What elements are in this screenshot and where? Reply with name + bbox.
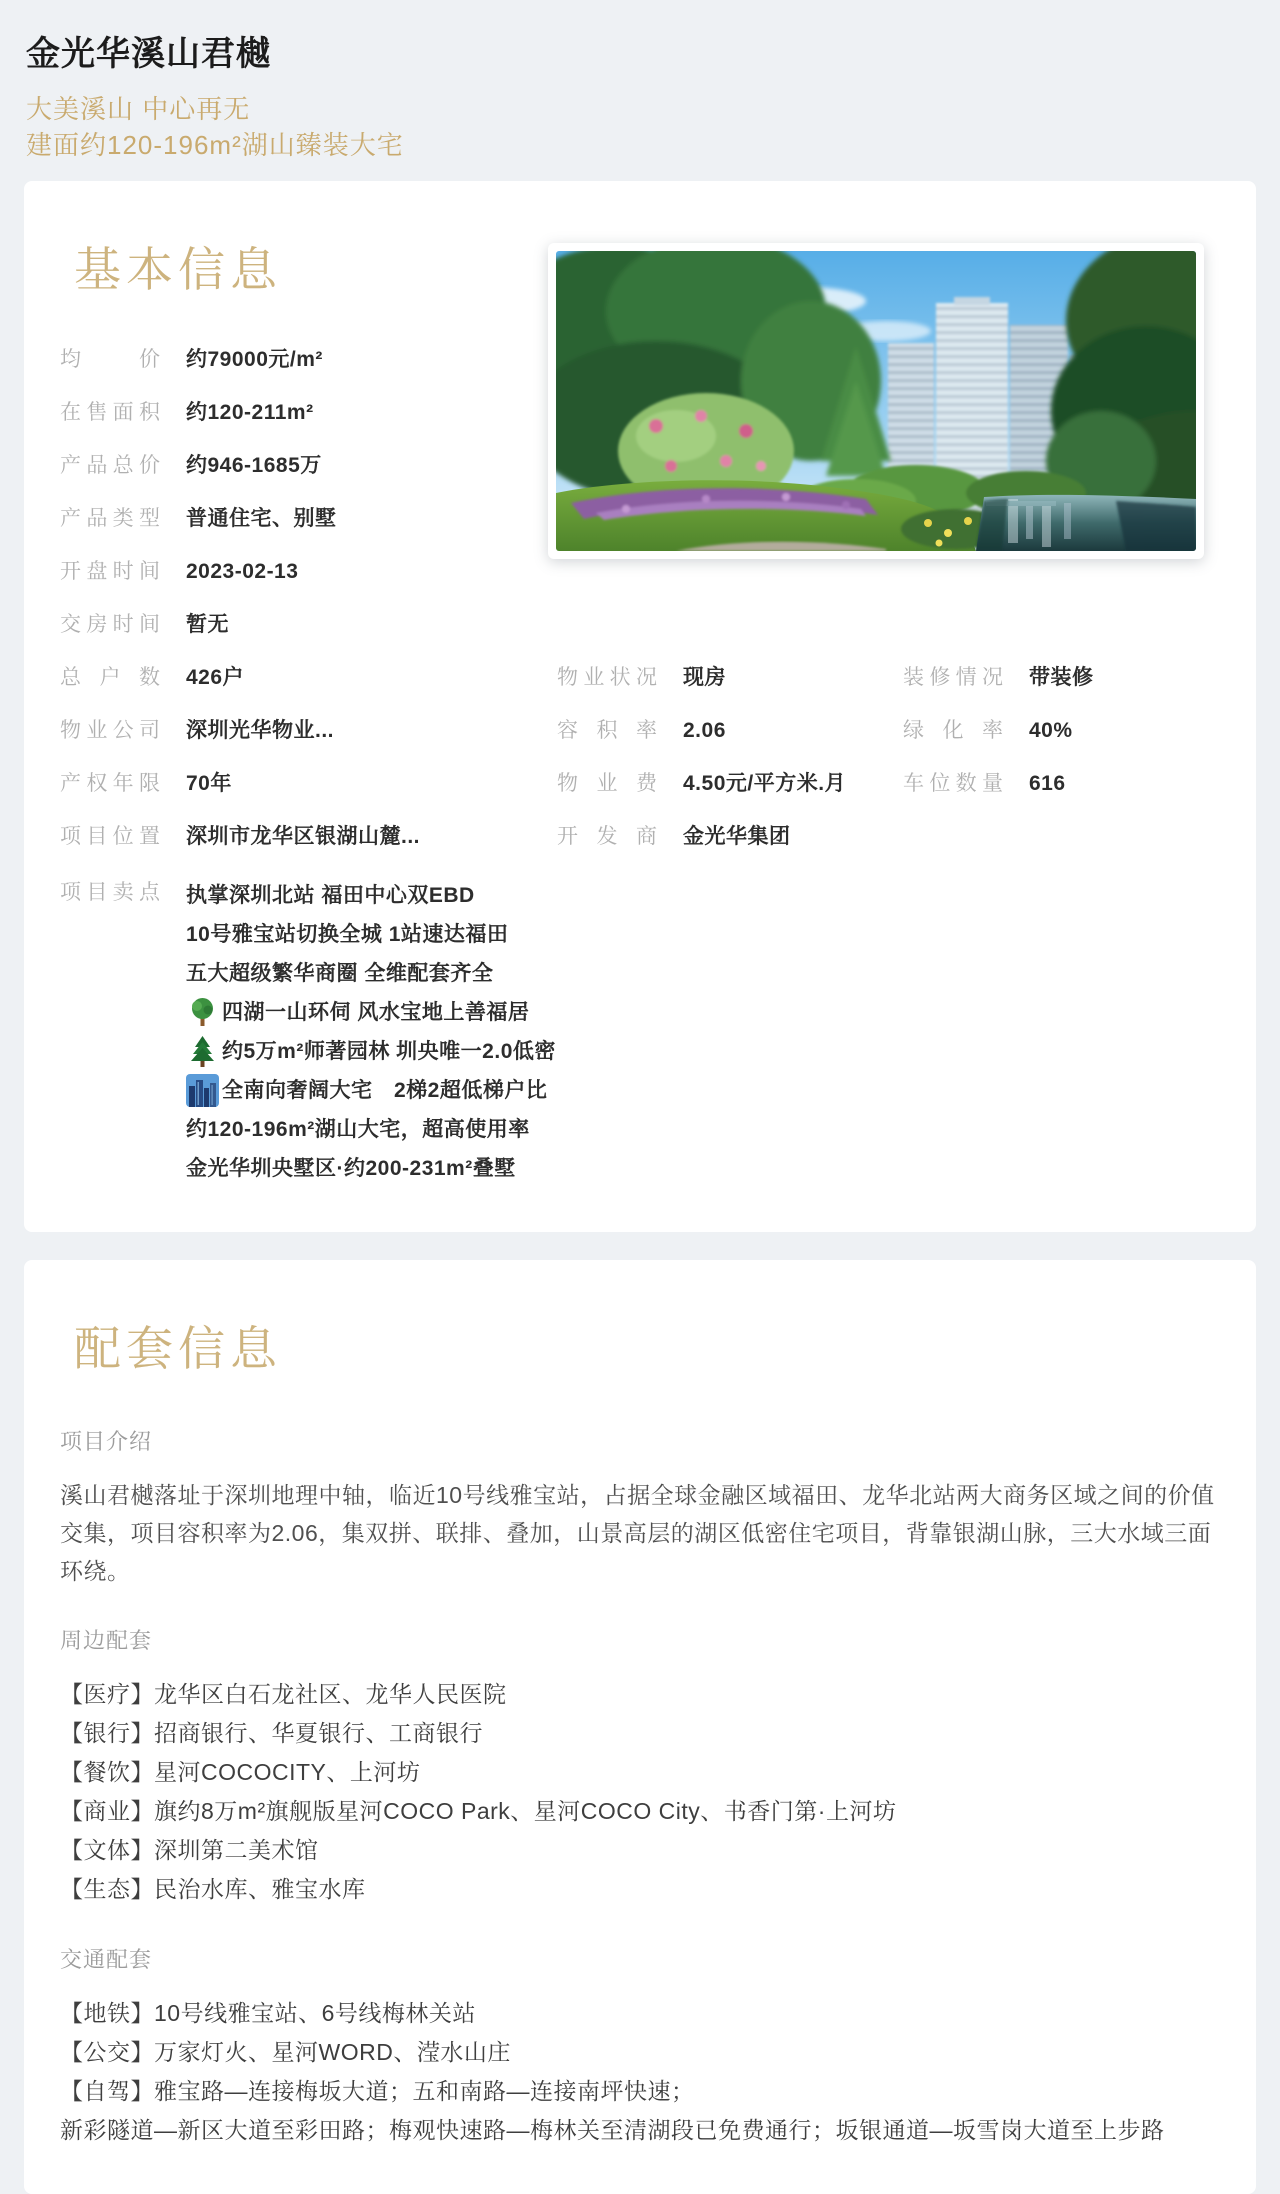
traffic-item-metro: 【地铁】10号线雅宝站、6号线梅林关站 bbox=[60, 2000, 476, 2026]
row-value: 40% bbox=[1029, 719, 1073, 742]
pine-icon bbox=[186, 1035, 219, 1068]
around-list bbox=[60, 1675, 1220, 1909]
selling-point-text: 约120-196m²湖山大宅，超高使用率 bbox=[186, 1118, 530, 1141]
row-label: 交房时间 bbox=[60, 613, 160, 636]
traffic-item-bus: 【公交】万家灯火、星河WORD、滢水山庄 bbox=[60, 2039, 511, 2065]
info-row-product-type bbox=[60, 505, 530, 533]
row-value: 带装修 bbox=[1029, 666, 1094, 689]
selling-point-text: 金光华圳央墅区·约200-231m²叠墅 bbox=[186, 1157, 516, 1180]
row-label: 总户数 bbox=[60, 666, 160, 689]
traffic-list bbox=[60, 1994, 1220, 2150]
info-row-delivery-date bbox=[60, 611, 530, 639]
subtitle-line-1: 大美溪山 中心再无 bbox=[26, 94, 251, 124]
row-value: 426户 bbox=[186, 666, 245, 689]
selling-point-text: 执掌深圳北站 福田中心双EBD bbox=[186, 884, 475, 907]
basic-info-title: 基本信息 bbox=[74, 243, 282, 296]
selling-point-text: 约5万m²师著园林 圳央唯一2.0低密 bbox=[222, 1040, 556, 1063]
row-label: 项目位置 bbox=[60, 825, 160, 848]
around-item-dining: 【餐饮】星河COCOCITY、上河坊 bbox=[60, 1759, 421, 1785]
selling-points-lines bbox=[186, 876, 556, 1188]
facility-info-card bbox=[24, 1260, 1256, 2194]
selling-point-line bbox=[186, 1071, 556, 1110]
row-label: 产品类型 bbox=[60, 507, 160, 530]
selling-point-text: 四湖一山环伺 风水宝地上善福居 bbox=[222, 1001, 530, 1024]
selling-points-row bbox=[60, 876, 1220, 1188]
combo-row-location bbox=[60, 823, 1220, 851]
selling-point-line bbox=[186, 1032, 556, 1071]
around-item-culture: 【文体】深圳第二美术馆 bbox=[60, 1837, 319, 1863]
selling-point-text: 五大超级繁华商圈 全维配套齐全 bbox=[186, 962, 494, 985]
row-label: 产权年限 bbox=[60, 772, 160, 795]
row-value: 金光华集团 bbox=[683, 825, 791, 848]
subtitle-line-2: 建面约120-196m²湖山臻装大宅 bbox=[26, 130, 404, 160]
page-header bbox=[0, 0, 1280, 181]
row-label: 项目卖点 bbox=[60, 881, 160, 904]
tree-icon bbox=[186, 996, 219, 1029]
row-label: 物业状况 bbox=[557, 666, 657, 689]
facility-info-title: 配套信息 bbox=[74, 1322, 282, 1375]
intro-text: 溪山君樾落址于深圳地理中轴，临近10号线雅宝站，占据全球金融区域福田、龙华北站两大商务区域之间的价值交集，项目容积率为2.06，集双拼、联排、叠加，山景高层的湖区低密住宅项目，背靠银湖山脉，三大水域三面环绕。 bbox=[60, 1482, 1215, 1584]
intro-label: 项目介绍 bbox=[60, 1429, 153, 1454]
row-label: 在售面积 bbox=[60, 401, 160, 424]
basic-info-card bbox=[24, 181, 1256, 1232]
info-row-opening-date bbox=[60, 558, 530, 586]
info-row-total-price bbox=[60, 452, 530, 480]
selling-point-line bbox=[186, 993, 556, 1032]
row-label: 物业费 bbox=[557, 772, 657, 795]
selling-point-line bbox=[186, 915, 556, 954]
row-label: 物业公司 bbox=[60, 719, 160, 742]
row-label: 车位数量 bbox=[903, 772, 1003, 795]
around-item-medical: 【医疗】龙华区白石龙社区、龙华人民医院 bbox=[60, 1681, 507, 1707]
selling-point-line bbox=[186, 954, 556, 993]
selling-point-line bbox=[186, 1149, 556, 1188]
basic-info-combo-rows bbox=[60, 664, 1220, 851]
row-label: 装修情况 bbox=[903, 666, 1003, 689]
selling-point-line bbox=[186, 876, 556, 915]
selling-point-text: 10号雅宝站切换全城 1站速达福田 bbox=[186, 923, 509, 946]
city-icon bbox=[186, 1074, 219, 1107]
basic-info-left-rows bbox=[60, 346, 530, 639]
combo-row-property-company bbox=[60, 717, 1220, 745]
around-item-business: 【商业】旗约8万m²旗舰版星河COCO Park、星河COCO City、书香门第·上河坊 bbox=[60, 1798, 897, 1824]
page-subtitle bbox=[26, 91, 1250, 163]
row-value: 约120-211m² bbox=[186, 401, 314, 424]
property-photo[interactable] bbox=[548, 243, 1204, 559]
row-label: 容积率 bbox=[557, 719, 657, 742]
combo-row-households bbox=[60, 664, 1220, 692]
row-value: 4.50元/平方米.月 bbox=[683, 772, 847, 795]
traffic-label: 交通配套 bbox=[60, 1947, 153, 1972]
row-value: 普通住宅、别墅 bbox=[186, 507, 337, 530]
row-label: 开发商 bbox=[557, 825, 657, 848]
row-value: 深圳光华物业... bbox=[186, 719, 335, 742]
row-value: 暂无 bbox=[186, 613, 229, 636]
traffic-item-roads: 新彩隧道—新区大道至彩田路；梅观快速路—梅林关至清湖段已免费通行；坂银通道—坂雪岗大道至上步路 bbox=[60, 2117, 1165, 2143]
selling-point-line bbox=[186, 1110, 556, 1149]
around-label: 周边配套 bbox=[60, 1628, 153, 1653]
row-value: 2.06 bbox=[683, 719, 726, 742]
row-value: 约946-1685万 bbox=[186, 454, 322, 477]
row-value: 约79000元/m² bbox=[186, 348, 323, 371]
around-item-bank: 【银行】招商银行、华夏银行、工商银行 bbox=[60, 1720, 483, 1746]
row-value: 2023-02-13 bbox=[186, 560, 299, 583]
row-value: 616 bbox=[1029, 772, 1066, 795]
row-label: 绿化率 bbox=[903, 719, 1003, 742]
around-item-ecology: 【生态】民治水库、雅宝水库 bbox=[60, 1876, 366, 1902]
traffic-item-drive: 【自驾】雅宝路—连接梅坂大道；五和南路—连接南坪快速； bbox=[60, 2078, 695, 2104]
page-title: 金光华溪山君樾 bbox=[26, 35, 271, 73]
combo-row-property-rights bbox=[60, 770, 1220, 798]
row-label: 产品总价 bbox=[60, 454, 160, 477]
row-value: 深圳市龙华区银湖山麓... bbox=[186, 825, 421, 848]
row-value: 现房 bbox=[683, 666, 726, 689]
property-photo-illustration bbox=[556, 251, 1196, 551]
selling-point-text: 全南向奢阔大宅 2梯2超低梯户比 bbox=[222, 1079, 548, 1102]
row-label: 均价 bbox=[60, 348, 160, 371]
info-row-onsale-area bbox=[60, 399, 530, 427]
row-label: 开盘时间 bbox=[60, 560, 160, 583]
row-value: 70年 bbox=[186, 772, 232, 795]
info-row-avg-price bbox=[60, 346, 530, 374]
